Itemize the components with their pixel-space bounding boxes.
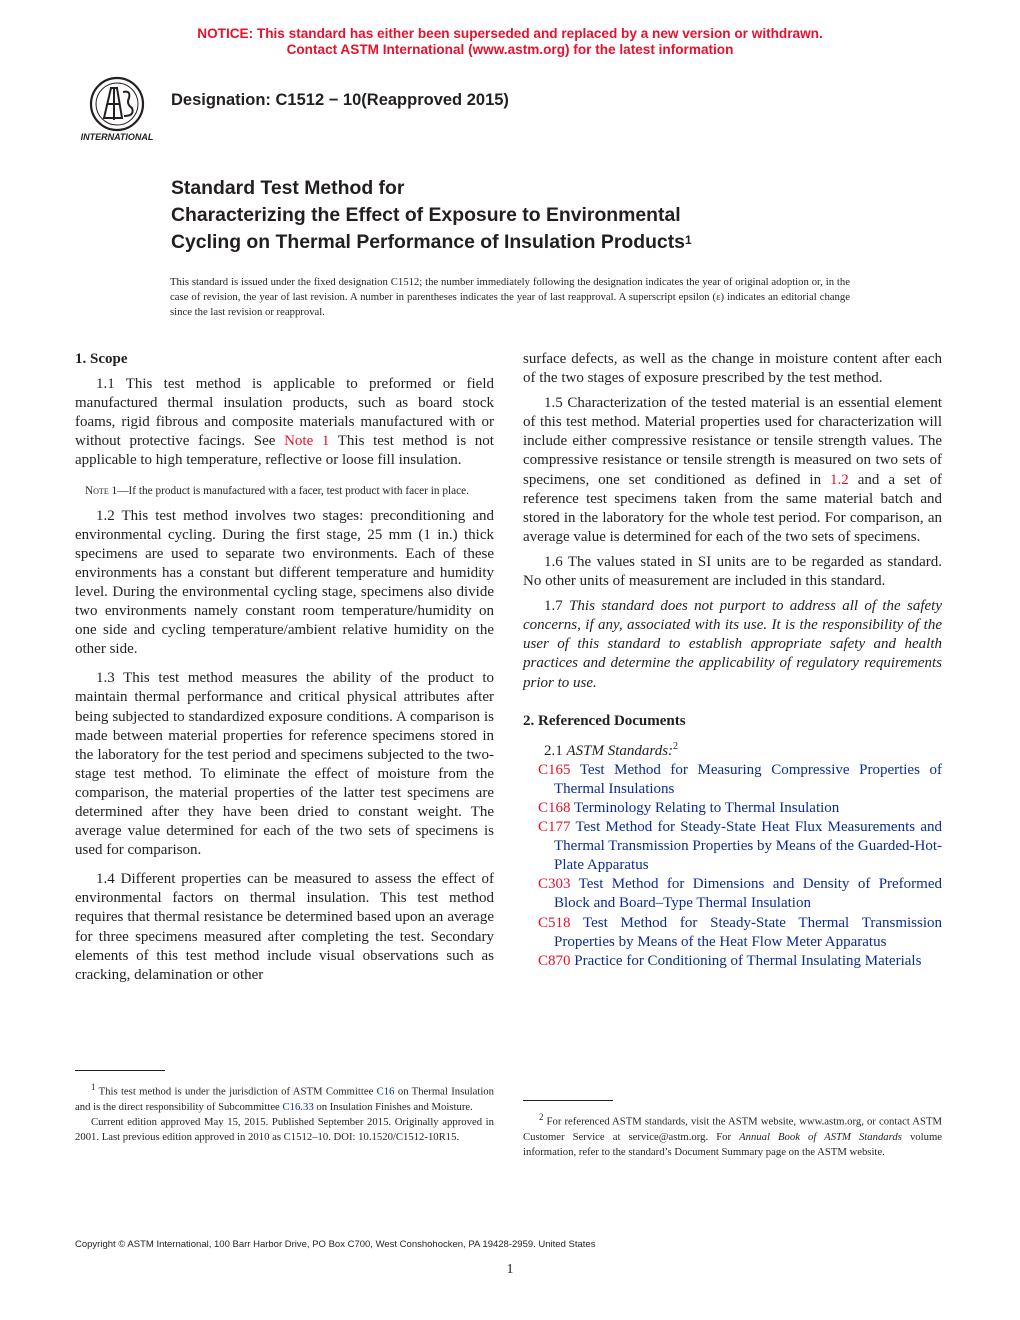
paragraph-1-2: 1.2 This test method involves two stages: preconditioning and environmental cycling. During the first stage, 25 mm (1 in.) thick specimens are used to separate two environments. Each of these environments has a constant but different temperature and humidity level. During the environmental cycling stage, specimens also divide two environments namely constant room temperature/humidity on one side and cycling temperature/ambient relative humidity on the other side. — [75, 507, 494, 658]
title-line-3-text: Cycling on Thermal Performance of Insulation Products — [171, 231, 685, 253]
paragraph-1-5-text-a: 1.5 Characterization of the tested material is an essential element of this test method. Material properties used for characterization will include either compressive resistance or tensile strength values. The compressive resistance or tensile strength is measured on two sets of specimens, one set conditioned as defined in — [523, 395, 942, 488]
logo-text: INTERNATIONAL — [80, 132, 154, 142]
astm-logo-icon — [74, 74, 160, 144]
preamble: This standard is issued under the fixed designation C1512; the number immediately following the designation indicates the year of original adoption or, in the case of revision, the year of last revision. A number in parentheses indicates the year of last reapproval. A superscript epsilon (ε) indicates an editorial change since the last revision or reapproval. — [170, 276, 850, 319]
footnote-2-p1 — [523, 1110, 942, 1160]
reference-code[interactable]: C168 — [538, 799, 571, 816]
section-heading-referenced-documents: 2. Referenced Documents — [523, 712, 686, 729]
reference-c870[interactable] — [523, 952, 942, 971]
reference-code[interactable]: C303 — [538, 876, 571, 893]
notice-line-1: NOTICE: This standard has either been superseded and replaced by a new version or withdrawn. — [197, 26, 823, 41]
note-1-label: Note 1 — [85, 484, 118, 497]
footnote-1-text-b: on Thermal Insulation and is the direct responsibility of Subcommittee — [75, 1085, 494, 1113]
reference-title[interactable]: Terminology Relating to Thermal Insulation — [570, 799, 840, 816]
footnote-1-mark: 1 — [91, 1082, 96, 1092]
footnote-1-p2: Current edition approved May 15, 2015. Published September 2015. Originally approved in 2001. Last previous edition approved in 2010 as C1512–10. DOI: 10.1520/C1512-10R15. — [75, 1115, 494, 1144]
astm-standards-footnote-mark: 2 — [673, 740, 679, 752]
reference-c168[interactable] — [523, 799, 942, 818]
c16-33-link[interactable]: C16.33 — [282, 1100, 314, 1113]
footnote-2-text-a: For referenced ASTM standards, visit the ASTM website, www.astm.org, or contact ASTM Customer Service at service@astm.org. For — [523, 1115, 942, 1143]
astm-standards-subheading — [523, 737, 942, 761]
reference-code[interactable]: C177 — [538, 819, 571, 836]
section-1-2-link[interactable]: 1.2 — [830, 471, 849, 488]
reference-title[interactable]: Test Method for Steady-State Heat Flux Measurements and Thermal Transmission Properties by Means of the Guarded-Hot-Plate Apparatus — [554, 819, 942, 874]
title-line-1: Standard Test Method for — [171, 177, 405, 199]
copyright-footer: Copyright © ASTM International, 100 Barr Harbor Drive, PO Box C700, West Conshohocken, PA 19428-2959. United States — [75, 1239, 596, 1250]
paragraph-1-1 — [75, 375, 494, 470]
left-column — [75, 350, 494, 985]
reference-c303[interactable] — [523, 875, 942, 913]
notice-line-2: Contact ASTM International (www.astm.org) for the latest information — [286, 42, 734, 57]
footnote-1 — [75, 1080, 494, 1145]
reference-title[interactable]: Test Method for Steady-State Thermal Transmission Properties by Means of the Heat Flow Meter Apparatus — [554, 914, 942, 950]
title-line-3 — [171, 229, 871, 256]
paragraph-1-3: 1.3 This test method measures the ability of the product to maintain thermal performance and critical physical attributes after being subjected to standardized exposure conditions. A comparison is made between material properties for reference specimens stored in the laboratory for the test period and specimens subjected to the two-stage test method. To eliminate the effect of moisture from the comparison, the material properties of the latter test specimens are determined after they have been dried to constant weight. The average value determined for each of the two sets of specimens is used for comparison. — [75, 670, 494, 859]
section-heading-scope: 1. Scope — [75, 351, 128, 367]
footnote-1-p1 — [75, 1080, 494, 1115]
astm-logo — [74, 74, 160, 144]
footnote-2-italic: Annual Book of ASTM Standards — [739, 1130, 902, 1143]
page-number: 1 — [506, 1262, 514, 1277]
footnote-2-mark: 2 — [539, 1112, 544, 1122]
paragraph-1-1-text-b: This test method is not applicable to high temperature, reflective or loose fill insulation. — [75, 433, 494, 469]
paragraph-1-4: 1.4 Different properties can be measured to assess the effect of environmental factors on thermal insulation. This test method requires that thermal resistance be determined based upon an average for three specimens measured after completing the test. Secondary elements of this test method include visual observations such as cracking, delamination or other — [75, 871, 494, 983]
footnote-2-text-b: volume information, refer to the standard’s Document Summary page on the ASTM website. — [523, 1130, 943, 1158]
note-1-text: —If the product is manufactured with a facer, test product with facer in place. — [117, 484, 469, 497]
astm-standards-label: ASTM Standards: — [566, 742, 674, 759]
reference-code[interactable]: C870 — [538, 952, 571, 969]
reference-c518[interactable] — [523, 914, 942, 952]
paragraph-1-6: 1.6 The values stated in SI units are to be regarded as standard. No other units of measurement are included in this standard. — [523, 553, 942, 590]
reference-title[interactable]: Practice for Conditioning of Thermal Insulating Materials — [570, 952, 922, 969]
footnote-1-text-c: on Insulation Finishes and Moisture. — [313, 1100, 473, 1113]
paragraph-1-5 — [523, 394, 942, 547]
paragraph-1-7-text: This standard does not purport to address all of the safety concerns, if any, associated with its use. It is the responsibility of the user of this standard to establish appropriate safety and health practices and determine the applicability of regulatory requirements prior to use. — [523, 598, 943, 691]
right-column — [523, 350, 942, 971]
astm-standards-number: 2.1 — [544, 742, 567, 759]
document-title — [171, 175, 871, 256]
title-footnote-mark: 1 — [684, 233, 692, 247]
footnote-2 — [523, 1110, 942, 1160]
reference-code[interactable]: C165 — [538, 761, 571, 778]
footnote-1-text-a: This test method is under the jurisdiction of ASTM Committee — [95, 1085, 377, 1098]
reference-list — [523, 761, 942, 971]
reference-c177[interactable] — [523, 818, 942, 875]
c16-link[interactable]: C16 — [376, 1085, 395, 1098]
reference-title[interactable]: Test Method for Measuring Compressive Properties of Thermal Insulations — [554, 761, 942, 797]
footnote-rule-right — [523, 1100, 613, 1101]
footnote-rule-left — [75, 1070, 165, 1071]
reference-c165[interactable] — [523, 761, 942, 799]
reference-title[interactable]: Test Method for Dimensions and Density of Preformed Block and Board–Type Thermal Insulation — [554, 876, 942, 912]
title-line-2: Characterizing the Effect of Exposure to Environmental — [171, 204, 681, 226]
designation: Designation: C1512 − 10(Reapproved 2015) — [171, 91, 509, 109]
note-1-link[interactable]: Note 1 — [284, 433, 330, 450]
paragraph-1-7 — [523, 597, 942, 692]
paragraph-1-7-number: 1.7 — [544, 598, 570, 615]
paragraph-1-4-continued: surface defects, as well as the change in moisture content after each of the two stages of exposure prescribed by the test method. — [523, 351, 942, 387]
paragraph-1-1-text-a: 1.1 This test method is applicable to preformed or field manufactured thermal insulation products, such as board stock foams, rigid fibrous and composite materials manufactured with or without protective facings. See — [75, 376, 494, 450]
notice-banner — [0, 26, 1020, 58]
note-1 — [75, 483, 494, 499]
paragraph-1-5-text-b: and a set of reference test specimens taken from the same material batch and stored in the laboratory for the whole test period. For comparison, an average value is determined for each of the two sets of specimens. — [523, 471, 942, 545]
reference-code[interactable]: C518 — [538, 914, 571, 931]
